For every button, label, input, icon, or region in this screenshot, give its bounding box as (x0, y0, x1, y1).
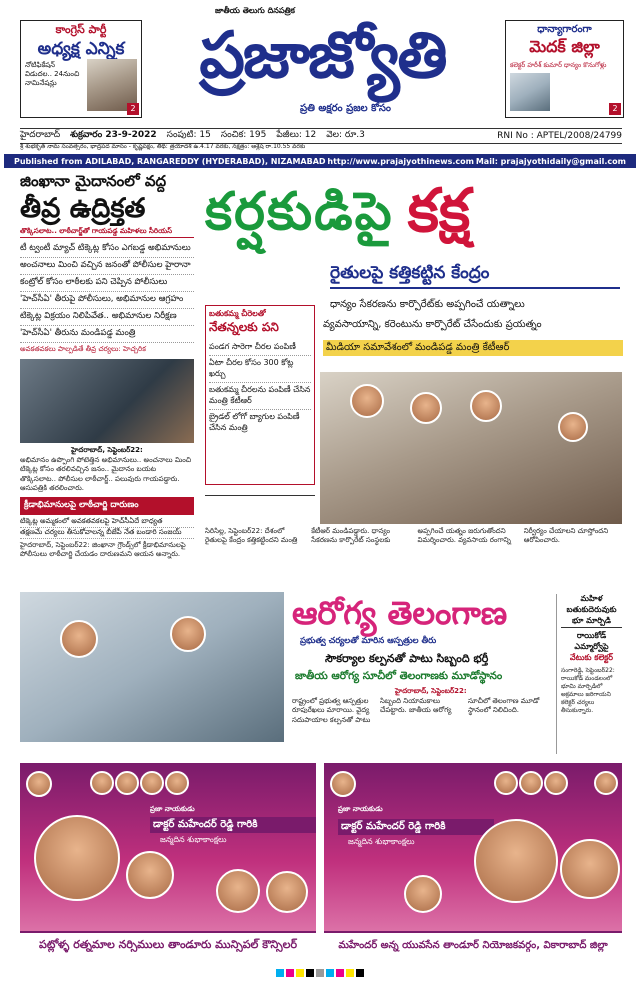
dateline-volume: సంపుటి: 15 (166, 130, 211, 140)
lead-headline[interactable] (205, 178, 625, 258)
side-line: వేటుకు కలెక్టర్ (569, 653, 614, 662)
dateline-pages: పేజీలు: 12 (276, 130, 317, 140)
left-substory-banner[interactable]: క్రీడాభిమానులపై లాఠీచార్జి దారుణం (20, 497, 194, 515)
masthead-title[interactable]: ప్రజాజ్యోతి (199, 18, 446, 93)
right-ear-page-badge: 2 (609, 103, 621, 115)
ad-portrait (165, 771, 189, 795)
ad-wish: జన్మదిన శుభాకాంక్షలు (160, 835, 227, 844)
left-story-bullet: టీ ట్వంటీ మ్యాచ్ టిక్కెట్ల కోసం ఎగబడ్డ అభిమానులు (20, 241, 194, 258)
side-story (556, 594, 622, 754)
side-line: రాయికోడ్ (576, 631, 607, 640)
ad-portrait (594, 771, 618, 795)
bathukamma-line: బ్రైడల్ లోగో బ్యాగుల పంపిణీ చేసిన మంత్రి (209, 412, 300, 432)
left-story-bullet: టిక్కెట్ల విక్రయం నిలిపివేత.. అభిమానుల నిరీక్షణ (20, 309, 194, 326)
dateline-price: వెల: రూ.3 (326, 130, 365, 140)
lead-subhead: రైతులపై కత్తికట్టిన కేంద్రం (330, 263, 620, 289)
magenta-mark (286, 969, 294, 977)
person-face (410, 392, 442, 424)
health-line-1: సౌకర్యాల కల్పనతో పాటు సిబ్బంది భర్తీ (325, 652, 489, 665)
ad-portrait (544, 771, 568, 795)
ad-portrait (519, 771, 543, 795)
ad-name: డాక్టర్ మహేందర్ రెడ్డి గారికి (150, 817, 316, 833)
left-substory (20, 497, 194, 585)
left-story-body: అభిమానం ఉప్పొంగి పోటెత్తిన అభిమానులు.. అంచనాలు మించి టిక్కెట్ల కోసం తరలివచ్చిన జనం.. మైదానం బయట తొక్కిసలాట.. పోలీసుల లాఠీచార్జ్.. పలువురు గాయపడ్డారు. ఆసుపత్రికి తరలించారు. (20, 455, 192, 492)
ad-portrait (266, 871, 308, 913)
right-ear-photo (510, 73, 550, 111)
black-mark (306, 969, 314, 977)
ad-band: పట్లోళ్ళ రత్నమాల నర్సిములు తాండూరు మున్సిపల్ కౌన్సిలర్ (20, 931, 316, 959)
ad-portrait (330, 771, 356, 797)
dateline (20, 128, 622, 144)
cyan-mark (326, 969, 334, 977)
health-body: రాష్ట్రంలో ప్రభుత్వ ఆస్పత్రుల రూపురేఖలు మారాయి. వైద్య సదుపాయాల కల్పనతో పాటు సిబ్బంది నియామకాలు చేపట్టారు. జాతీయ ఆరోగ్య సూచీలో తెలంగాణ మూడో స్థానంలో నిలిచింది. (292, 697, 540, 724)
ad-portrait (216, 869, 260, 913)
lead-photo (320, 372, 622, 524)
ad-name: డాక్టర్ మహేందర్ రెడ్డి గారికి (338, 819, 494, 835)
ad-caption: ప్రజా నాయకుడు (338, 805, 383, 813)
person-face (558, 412, 588, 442)
left-substory-bullet: తక్షణమే చర్యలు తీసుకోవాలన్న బీజేపీ నేత బండారి సంజయ్ (20, 528, 194, 539)
dateline-date: శుక్రవారం 23-9-2022 (70, 130, 157, 140)
left-ear-page-badge: 2 (127, 103, 139, 115)
lead-line-2: వ్యవసాయాన్ని, కరెంటును కార్పొరేట్ చేసేందుకు ప్రయత్నం (323, 319, 542, 330)
ad-portrait (140, 771, 164, 795)
black-mark (356, 969, 364, 977)
cyan-mark (276, 969, 284, 977)
left-story-bullets (20, 241, 194, 343)
person-face (470, 390, 502, 422)
birthday-ad-right[interactable] (324, 763, 622, 959)
left-story-bullet: 'హెచ్‌సీఏ' తీరును మండిపడ్డ మంత్రి (20, 326, 194, 343)
left-ear-title-2: అధ్యక్ష ఎన్నిక (37, 39, 125, 59)
ad-wish: జన్మదిన శుభాకాంక్షలు (348, 837, 415, 846)
right-ear-title-1: ధాన్యాగారంగా (537, 24, 592, 35)
bathukamma-line: ఏటా చీరల కోసం 300 కోట్ల ఖర్చు (209, 356, 311, 383)
lead-byline (205, 495, 315, 506)
panchangam-ticker: శ్రీ శుభకృత్ నామ సంవత్సరం, భాద్రపద మాసం - కృష్ణపక్షం, తిథి: త్రయోదశి ఉ.4.17 వరకు, నక్షత్రం: ఆశ్లేష రా.10.55 వరకు (20, 143, 306, 150)
lead-line-3: మీడియా సమావేశంలో మండిపడ్డ మంత్రి కేటీఆర్ (323, 340, 623, 356)
right-ear-box[interactable] (505, 20, 624, 118)
side-line: భూ మార్పిడి (561, 616, 622, 628)
lead-headline-part2: కక్ష (407, 176, 471, 246)
health-tagline: ప్రభుత్వ చర్యలతో మారిన ఆస్పత్రుల తీరు (300, 636, 437, 646)
bathukamma-line: పండగ సారెగా చీరల పంపిణీ (209, 340, 311, 356)
ad-portrait (90, 771, 114, 795)
magenta-mark (336, 969, 344, 977)
left-story-bullet: కంట్రోల్ కోసం లాఠీలకు పని చెప్పిన పోలీసులు (20, 275, 194, 292)
side-line: ఎమ్మార్వోపై (574, 642, 609, 651)
lead-body: సిరిసిల్ల, సెప్టెంబర్22: దేశంలో రైతులపై కేంద్రం కత్తికట్టిందని మంత్రి కేటీఆర్ మండిపడ్డారు. ధాన్యం సేకరణను కార్పొరేట్ సంస్థలకు అప్పగించే యత్నం జరుగుతోందని విమర్శించారు. వ్యవసాయ రంగాన్ని నిర్వీర్యం చేయాలని చూస్తోందని ఆరోపించారు. (205, 527, 609, 545)
left-story (20, 172, 194, 494)
ad-band: మహేందర్ అన్న యువసేన తాండూర్ నియోజకవర్గం, వికారాబాద్ జిల్లా (324, 931, 622, 959)
left-substory-body: హైదరాబాద్, సెప్టెంబర్22: జింఖానా గ్రౌండ్స్‌లో క్రీడాభిమానులపై పోలీసులు లాఠీచార్జి చేయడం దారుణమని ఆయన అన్నారు. (20, 541, 186, 559)
health-byline: హైదరాబాద్, సెప్టెంబర్22: (395, 687, 467, 695)
left-ear-title-1: కాంగ్రెస్ పార్టీ (55, 23, 107, 36)
yellow-mark (296, 969, 304, 977)
bathukamma-box[interactable] (205, 305, 315, 485)
yellow-mark (346, 969, 354, 977)
person-face (170, 616, 206, 652)
bathukamma-heading-1: బతుకమ్మ చీరెలతో (209, 309, 266, 318)
side-line: బతుకుదెరువుకు (566, 605, 617, 614)
birthday-ad-left[interactable] (20, 763, 316, 959)
ad-portrait (494, 771, 518, 795)
print-registration-marks (0, 968, 640, 978)
publication-bar (4, 154, 636, 168)
left-story-subhead: తొక్కిసలాట.. లాఠీచార్జ్‌తో గాయపడ్డ మహిళలు సీరియస్ (20, 227, 194, 238)
ad-main-portrait (34, 815, 120, 901)
ad-portrait (560, 839, 620, 899)
masthead-tagline: జాతీయ తెలుగు దినపత్రిక (215, 6, 295, 15)
bathukamma-line: బతుకమ్మ చీరలను పంపిణీ చేసిన మంత్రి కేటీఆర్ (209, 383, 311, 410)
left-ear-box[interactable] (20, 20, 142, 118)
lead-headline-part1: కర్షకుడిపై (205, 181, 394, 242)
person-face (60, 620, 98, 658)
pubbar-website[interactable]: http://www.prajajyothinews.com (327, 156, 474, 166)
hospital-photo (20, 592, 284, 742)
left-story-kicker: జింఖానా మైదానంలో వద్ద (20, 172, 167, 190)
masthead-subtitle: ప్రతి అక్షరం ప్రజల కోసం (300, 103, 391, 114)
side-body: సంగారెడ్డి, సెప్టెంబర్22: రాయికోడ్ మండలంలో భూమి మార్పిడిలో అక్రమాలు జరిగాయని కలెక్టర్ చర్యలు తీసుకున్నారు. (561, 667, 615, 715)
ad-main-portrait (474, 819, 558, 903)
health-line-2: జాతీయ ఆరోగ్య సూచీలో తెలంగాణకు మూడోస్థానం (295, 670, 503, 682)
left-story-byline: హైదరాబాద్, సెప్టెంబర్22: (71, 445, 143, 454)
ad-portrait (126, 851, 174, 899)
person-face (350, 384, 384, 418)
gray-mark (316, 969, 324, 977)
ad-portrait (404, 875, 442, 913)
pubbar-editions: Published from ADILABAD, RANGAREDDY (HYDERABAD), NIZAMABAD (14, 156, 326, 166)
pubbar-email[interactable]: Mail: prajajyothidaily@gmail.com (475, 156, 626, 166)
health-headline[interactable]: ఆరోగ్య తెలంగాణ (292, 594, 508, 632)
left-substory-bullet: టిక్కెట్ల అమ్మకంలో అవకతవకలపై హెచ్‌సీఏదే బాధ్యత (20, 517, 194, 528)
dateline-rni: RNI No : APTEL/2008/24799 (497, 131, 622, 141)
left-ear-text: నోటిఫికేషన్ విడుదల.. 24నుంచి నామినేషన్లు (25, 61, 80, 88)
ad-portrait (26, 771, 52, 797)
crowd-photo (20, 359, 194, 443)
ad-portrait (115, 771, 139, 795)
dateline-city: హైదరాబాద్ (20, 130, 61, 140)
right-ear-title-2: మెదక్ జిల్లా (529, 37, 600, 56)
bathukamma-heading-2: నేతన్నలకు పని (209, 320, 279, 334)
left-story-bullet: అంచనాలు మించి వచ్చిన జనంతో పోలీసుల హైరానా (20, 258, 194, 275)
ad-caption: ప్రజా నాయకుడు (150, 805, 195, 813)
side-line: మహిళ (580, 594, 603, 603)
left-story-headline[interactable]: తీవ్ర ఉద్రిక్తత (20, 193, 146, 224)
dateline-issue: సంచిక: 195 (220, 130, 267, 140)
left-story-note: అవకతవకలు పాల్పడితే తీవ్ర చర్యలు: హెచ్చరిక (20, 344, 146, 353)
left-story-bullet: 'హెచ్‌సీఏ' తీరుపై పోలీసులు, అభిమానుల ఆగ్రహం (20, 292, 194, 309)
lead-line-1: ధాన్యం సేకరణను కార్పొరేట్‌కు అప్పగించే యత్నాలు (330, 299, 525, 310)
right-ear-text: కలెక్టర్ హరీశ్ కుమార్ ధాన్యం కొనుగోళ్లు (510, 61, 607, 69)
